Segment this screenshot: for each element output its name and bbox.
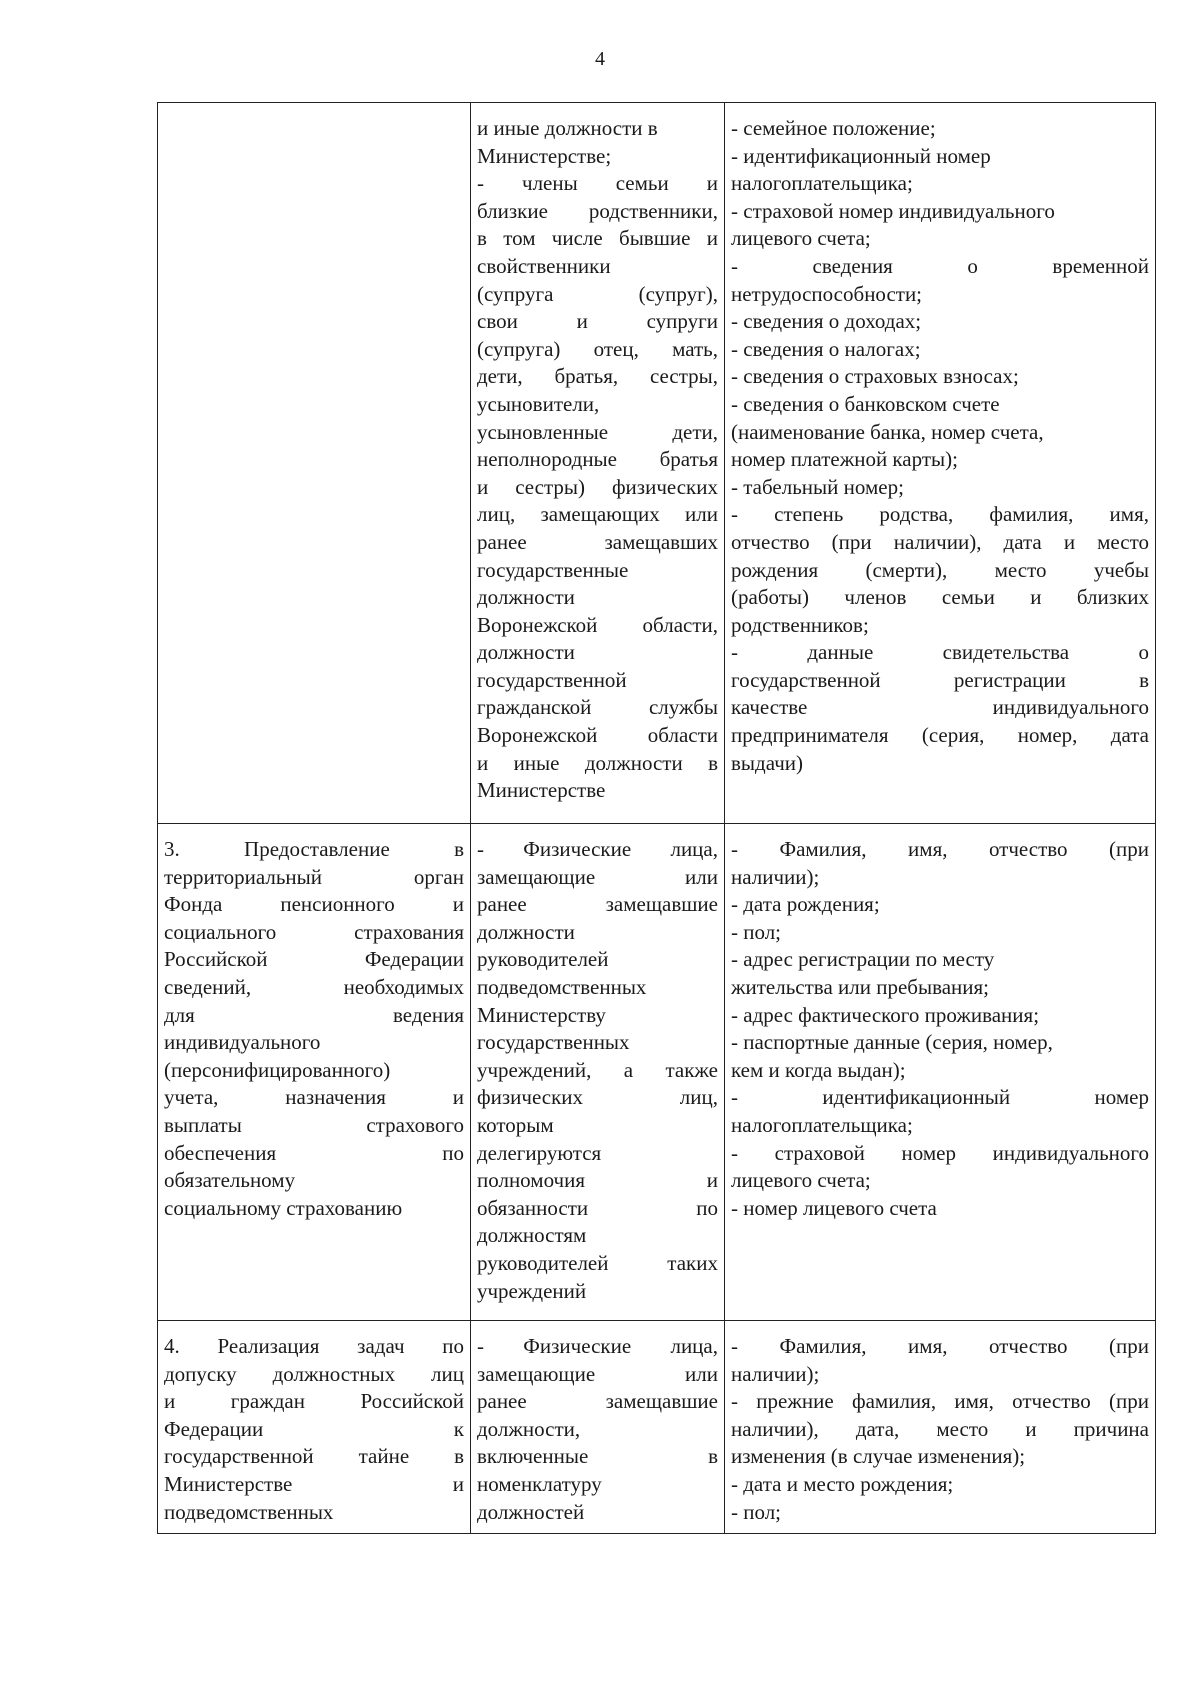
table-row-continuation <box>158 103 1156 824</box>
text-line: - семейное положение; <box>731 116 936 140</box>
text-line: (супруга (супруг), <box>477 281 718 306</box>
text-line: отчество (при наличии), дата и место <box>731 529 1149 554</box>
text-line: усыновленные дети, <box>477 419 718 444</box>
text-line: свои и супруги <box>477 309 718 334</box>
text-line: - сведения о налогах; <box>731 336 921 361</box>
text-line: ранее замещавшие <box>477 1389 718 1414</box>
text-line: и иные должности в <box>477 750 718 775</box>
text-line: включенные в <box>477 1444 718 1469</box>
text-line: родственников; <box>731 612 869 637</box>
text-line: Федерации к <box>164 1416 464 1441</box>
text-line: - сведения о страховых взносах; <box>731 364 1019 389</box>
text-line: - Физические лица, <box>477 1334 718 1358</box>
text-line: Фонда пенсионного и <box>164 892 464 917</box>
text-line: государственной <box>477 667 627 692</box>
text-line: ранее замещавшие <box>477 892 718 917</box>
cell-purpose <box>158 824 471 1321</box>
personal-data-table <box>157 102 1156 1534</box>
text-line: должности, <box>477 1416 581 1441</box>
text-line: близкие родственники, <box>477 198 718 223</box>
text-line: государственные <box>477 557 629 582</box>
text-line: делегируются <box>477 1140 602 1165</box>
text-line: неполнородные братья <box>477 447 718 472</box>
text-line: - страховой номер индивидуального <box>731 1140 1149 1165</box>
text-line: рождения (смерти), место учебы <box>731 557 1149 582</box>
text-line: которым <box>477 1112 554 1137</box>
text-line: - табельный номер; <box>731 474 904 499</box>
text-line: усыновители, <box>477 391 600 416</box>
text-line: нетрудоспособности; <box>731 281 923 306</box>
text-line: кем и когда выдан); <box>731 1057 906 1082</box>
table-row-3 <box>158 824 1156 1321</box>
text-line: дети, братья, сестры, <box>477 364 718 389</box>
cell-subjects <box>471 103 725 824</box>
text-line: предпринимателя (серия, номер, дата <box>731 723 1149 748</box>
text-line: - сведения о банковском счете <box>731 391 1000 416</box>
text-line: - пол; <box>731 919 782 944</box>
text-line: номенклатуру <box>477 1471 602 1496</box>
text-line: - сведения о доходах; <box>731 309 922 334</box>
text-line: полномочия и <box>477 1168 718 1193</box>
text-line: 3. Предоставление в <box>164 837 464 861</box>
text-line: лицевого счета; <box>731 226 871 251</box>
cell-purpose <box>158 1321 471 1534</box>
text-line: учреждений <box>477 1278 587 1303</box>
text-line: налогоплательщика; <box>731 1112 913 1137</box>
text-line: ранее замещавших <box>477 529 718 554</box>
cell-purpose <box>158 103 471 824</box>
text-line: 4. Реализация задач по <box>164 1334 464 1358</box>
text-line: должности <box>477 640 575 665</box>
text-line: - прежние фамилия, имя, отчество (при <box>731 1389 1149 1414</box>
text-line: наличии); <box>731 864 820 889</box>
text-line: подведомственных <box>164 1499 334 1524</box>
text-line: налогоплательщика; <box>731 171 913 196</box>
text-line: учета, назначения и <box>164 1085 464 1110</box>
page-number: 4 <box>595 48 605 70</box>
table-row-4 <box>158 1321 1156 1534</box>
text-line: обязанности по <box>477 1195 718 1220</box>
text-line: - дата рождения; <box>731 892 880 917</box>
text-line: допуску должностных лиц <box>164 1361 464 1386</box>
text-line: и граждан Российской <box>164 1389 464 1414</box>
text-line: Министерстве; <box>477 143 612 168</box>
text-line: наличии), дата, место и причина <box>731 1416 1149 1441</box>
cell-subjects <box>471 1321 725 1534</box>
text-line: выплаты страхового <box>164 1112 464 1137</box>
text-line: обеспечения по <box>164 1140 464 1165</box>
text-line: (супруга) отец, мать, <box>477 336 718 361</box>
text-line: и иные должности в <box>477 116 658 140</box>
text-line: - пол; <box>731 1499 782 1524</box>
text-line: государственных <box>477 1030 630 1055</box>
text-line: - страховой номер индивидуального <box>731 198 1055 223</box>
text-line: Воронежской области <box>477 723 718 748</box>
text-line: территориальный орган <box>164 864 464 889</box>
text-line: и сестры) физических <box>477 474 718 499</box>
text-line: государственной тайне в <box>164 1444 464 1469</box>
text-line: руководителей <box>477 947 609 972</box>
text-line: - идентификационный номер <box>731 143 991 168</box>
text-line: номер платежной карты); <box>731 447 958 472</box>
text-line: Российской Федерации <box>164 947 464 972</box>
text-line: - данные свидетельства о <box>731 640 1149 665</box>
text-line: - адрес фактического проживания; <box>731 1002 1040 1027</box>
text-line: - сведения о временной <box>731 253 1149 278</box>
text-line: - идентификационный номер <box>731 1085 1149 1110</box>
text-line: должности <box>477 919 575 944</box>
text-line: индивидуального <box>164 1030 321 1055</box>
text-line: в том числе бывшие и <box>477 226 718 251</box>
text-line: - Фамилия, имя, отчество (при <box>731 1334 1149 1358</box>
text-line: (персонифицированного) <box>164 1057 391 1082</box>
text-line: социального страхования <box>164 919 464 944</box>
text-line: изменения (в случае изменения); <box>731 1444 1026 1469</box>
text-line: свойственники <box>477 253 611 278</box>
text-line: - члены семьи и <box>477 171 718 196</box>
text-line: руководителей таких <box>477 1250 718 1275</box>
text-line: - Фамилия, имя, отчество (при <box>731 837 1149 861</box>
text-line: учреждений, а также <box>477 1057 718 1082</box>
text-line: - паспортные данные (серия, номер, <box>731 1030 1053 1055</box>
text-line: обязательному <box>164 1168 296 1193</box>
text-line: должностям <box>477 1223 587 1248</box>
text-line: качестве индивидуального <box>731 695 1149 720</box>
text-line: выдачи) <box>731 750 803 775</box>
text-line: должности <box>477 585 575 610</box>
cell-data-categories <box>725 103 1156 824</box>
text-line: должностей <box>477 1499 585 1524</box>
text-line: социальному страхованию <box>164 1195 403 1220</box>
text-line: - дата и место рождения; <box>731 1471 954 1496</box>
text-line: замещающие или <box>477 864 718 889</box>
text-line: жительства или пребывания; <box>731 974 989 999</box>
text-line: - Физические лица, <box>477 837 718 861</box>
text-line: - адрес регистрации по месту <box>731 947 995 972</box>
text-line: Министерству <box>477 1002 606 1027</box>
text-line: лицевого счета; <box>731 1168 871 1193</box>
text-line: Министерстве и <box>164 1471 464 1496</box>
text-line: государственной регистрации в <box>731 667 1149 692</box>
cell-data-categories <box>725 1321 1156 1534</box>
text-line: для ведения <box>164 1002 464 1027</box>
text-line: наличии); <box>731 1361 820 1386</box>
text-line: - номер лицевого счета <box>731 1195 937 1220</box>
text-line: подведомственных <box>477 974 647 999</box>
text-line: (работы) членов семьи и близких <box>731 585 1149 610</box>
text-line: гражданской службы <box>477 695 718 720</box>
text-line: Министерстве <box>477 778 606 803</box>
text-line: лиц, замещающих или <box>477 502 718 527</box>
cell-data-categories <box>725 824 1156 1321</box>
text-line: сведений, необходимых <box>164 974 464 999</box>
text-line: физических лиц, <box>477 1085 718 1110</box>
text-line: - степень родства, фамилия, имя, <box>731 502 1149 527</box>
text-line: замещающие или <box>477 1361 718 1386</box>
text-line: Воронежской области, <box>477 612 718 637</box>
cell-subjects <box>471 824 725 1321</box>
text-line: (наименование банка, номер счета, <box>731 419 1044 444</box>
